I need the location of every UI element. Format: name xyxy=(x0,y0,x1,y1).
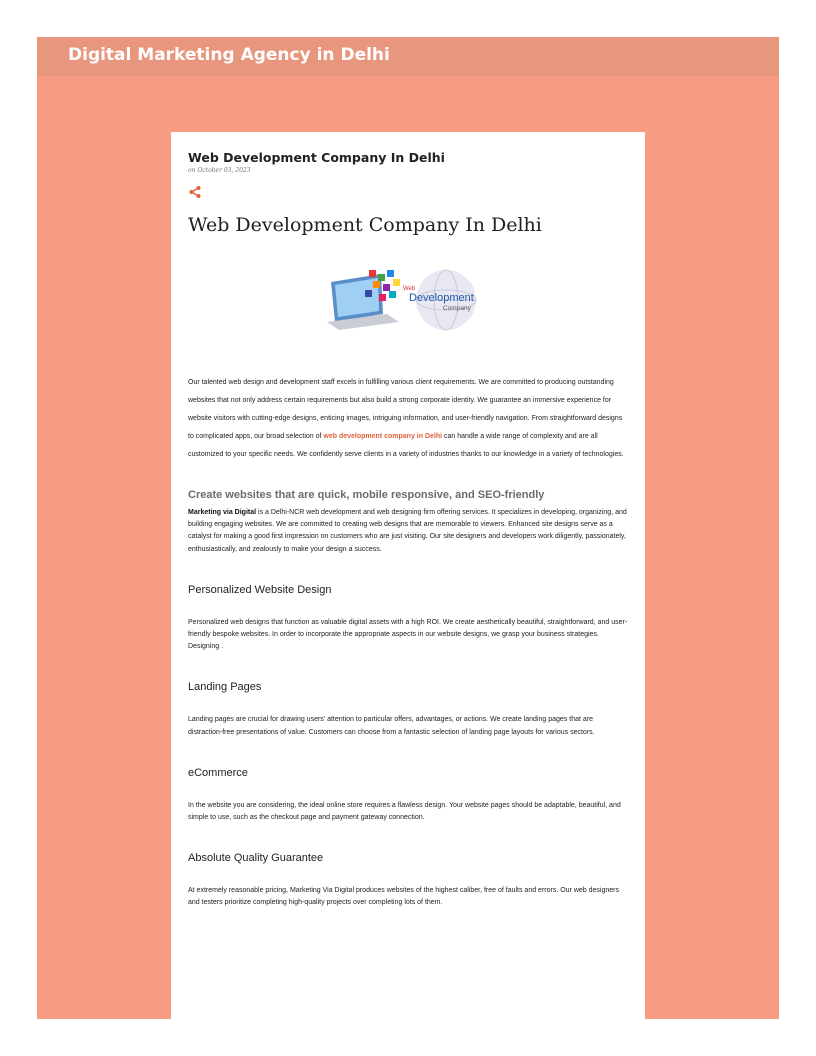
mvd-text: is a Delhi-NCR web development and web designing firm offering services. It specializes in developing, organizing, and building engaging websites. We are committed to creating web designs that are memorable to viewers. Enhanced site designs serve as a catalyst for making a good first impression on customers who are just visiting. Our site designers and developers work diligently, passionately, enthusiastically, and zealously to make your design a success. xyxy=(188,509,627,553)
share-icon[interactable] xyxy=(188,185,202,199)
post-card xyxy=(171,132,645,1019)
mvd-paragraph xyxy=(188,507,628,556)
post-date: on October 03, 2023 xyxy=(188,167,251,174)
hero-image[interactable] xyxy=(321,264,495,336)
post-heading: Web Development Company In Delhi xyxy=(188,214,542,236)
intro-text-b: can handle a wide range of complexity and are all customized to your specific needs. We confidently serve clients in a variety of industries thanks to our knowledge in a variety of technologies. xyxy=(188,433,624,458)
blog-title-link[interactable]: Digital Marketing Agency in Delhi xyxy=(68,45,390,65)
hero-text-company: Company xyxy=(443,305,471,312)
section-paragraph: Landing pages are crucial for drawing users' attention to particular offers, advantages, or actions. We create landing pages that are distraction-free presentations of value. Customers can choose from a fantastic selection of landing page layouts for various sectors. xyxy=(188,716,595,736)
section-heading: Personalized Website Design xyxy=(188,583,332,596)
section-paragraph: At extremely reasonable pricing, Marketing Via Digital produces websites of the highest caliber, free of faults and errors. Our web designers and testers prioritize completing high-quality projects over completing lots of them. xyxy=(188,887,619,907)
mvd-bold: Marketing via Digital xyxy=(188,509,257,516)
intro-link[interactable]: web development company in Delhi xyxy=(323,433,443,440)
blog-header xyxy=(37,37,779,76)
seo-heading: Create websites that are quick, mobile responsive, and SEO-friendly xyxy=(188,489,545,501)
section-paragraph xyxy=(188,617,628,654)
intro-paragraph xyxy=(188,374,628,464)
intro-text-a: Our talented web design and development staff excels in fulfilling various client requirements. We are committed to producing outstanding websites that not only address certain requirements but also build a strong corporate identity. We guarantee an immersive experience for website visitors with cutting-edge designs, enticing images, intriguing information, and user-friendly navigation. From straightforward designs to complicated apps, our broad selection of xyxy=(188,379,623,440)
post-title[interactable]: Web Development Company In Delhi xyxy=(188,150,445,165)
section-heading: Landing Pages xyxy=(188,681,262,694)
page-frame xyxy=(37,37,779,1019)
post-body xyxy=(188,374,628,910)
hero-text-web: Web xyxy=(403,286,416,292)
section-paragraph: In the website you are considering, the ideal online store requires a flawless design. Your website pages should be adaptable, beautiful, and simple to use, such as the checkout page and payment gateway connection. xyxy=(188,801,621,822)
section-heading: eCommerce xyxy=(188,766,248,779)
section-heading: Absolute Quality Guarantee xyxy=(188,852,324,865)
section-text: Personalized web designs that function as valuable digital assets with a high ROI. We create aesthetically beautiful, straightforward, and user-friendly bespoke websites. In order to incorporate the appropriate aspects in our website designs, we grasp your business strategies. xyxy=(188,618,628,639)
section-extra: Designing . xyxy=(188,643,224,651)
hero-text-development: Development xyxy=(409,292,474,304)
